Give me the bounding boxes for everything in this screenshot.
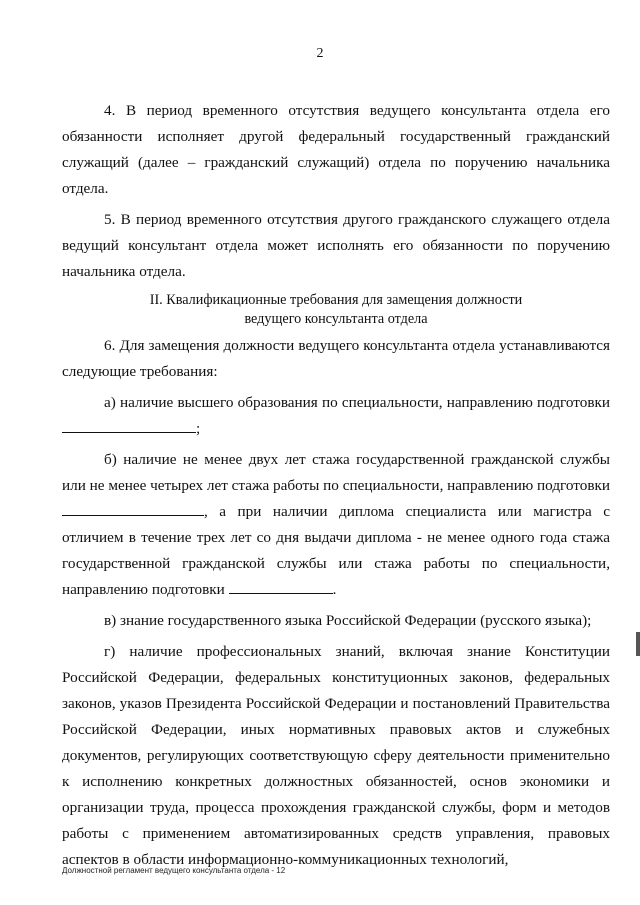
blank-line (62, 418, 196, 433)
document-footer: Должностной регламент ведущего консультанта отдела - 12 (62, 866, 286, 875)
paragraph-6g: г) наличие профессиональных знаний, включая знание Конституции Российской Федерации, федеральных конституционных законов, федеральных законов, указов Президента Российской Федерации и постановлений Правительства Российской Федерации, иных нормативных правовых актов и служебных документов, регулирующих соответствующую сферу деятельности применительно к исполнению конкретных должностных обязанностей, основ экономики и организации труда, процесса прохождения гражданской службы, форм и методов работы с применением автоматизированных средств управления, правовых аспектов в области информационно-коммуникационных технологий, (62, 643, 610, 868)
paragraph-5: 5. В период временного отсутствия другого гражданского служащего отдела ведущий консультант отдела может исполнять его обязанности по поручению начальника отдела. (62, 211, 610, 280)
blank-line (62, 501, 204, 516)
section-heading-line-1: II. Квалификационные требования для замещения должности (149, 292, 523, 308)
page-number: 2 (316, 46, 324, 61)
paragraph-6b (62, 447, 610, 603)
paragraph-6b-text-2: , а при наличии диплома специалиста или магистра с отличием в течение трех лет со дня выдачи диплома - не менее одного года стажа государственной гражданской службы или стажа работы по специальности, направлению подготовки (62, 503, 610, 598)
blank-line (229, 579, 333, 594)
document-body (62, 98, 610, 873)
section-heading (62, 291, 610, 329)
paragraph-6v: в) знание государственного языка Российской Федерации (русского языка); (104, 612, 592, 629)
paragraph-6a (62, 390, 610, 442)
paragraph-6: 6. Для замещения должности ведущего консультанта отдела устанавливаются следующие требования: (62, 337, 610, 380)
paragraph-6b-end: . (332, 581, 337, 598)
section-heading-line-2: ведущего консультанта отдела (244, 311, 428, 327)
paragraph-4: 4. В период временного отсутствия ведущего консультанта отдела его обязанности исполняет другой федеральный государственный гражданский служащий (далее – гражданский служащий) отдела по поручению начальника отдела. (62, 102, 610, 197)
paragraph-6b-text-1: б) наличие не менее двух лет стажа государственной гражданской службы или не менее четырех лет стажа работы по специальности, направлению подготовки (62, 451, 610, 494)
scan-edge-mark (636, 632, 640, 656)
paragraph-6a-text: а) наличие высшего образования по специальности, направлению подготовки (104, 394, 610, 411)
paragraph-6a-end: ; (196, 420, 201, 437)
